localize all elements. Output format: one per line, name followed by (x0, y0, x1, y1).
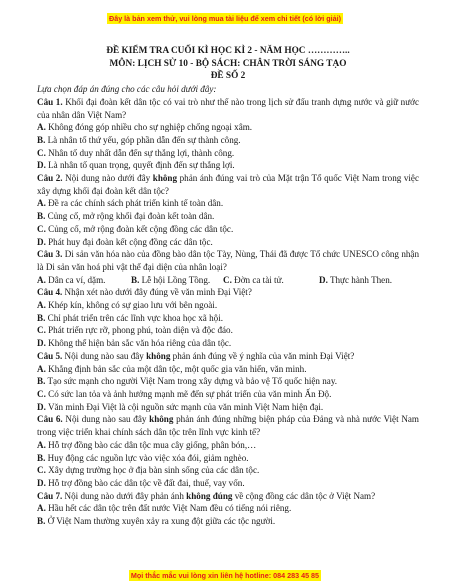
answer-d (37, 477, 419, 490)
answer-c (37, 464, 419, 477)
preview-banner-text: Đây là bản xem thử, vui lòng mua tài liệu để xem chi tiết (có lời giải) (109, 14, 341, 23)
answer-letter: A. (37, 198, 46, 209)
answer-c (223, 274, 319, 287)
answer-text: Phát triển rực rỡ, phong phú, toàn diện và độc đáo. (48, 325, 233, 336)
question-label: Câu 3. (37, 249, 63, 260)
answer-letter: B. (37, 134, 46, 145)
answer-letter: C. (37, 147, 46, 158)
answer-letter: B. (37, 312, 46, 323)
answer-text: Phát huy đại đoàn kết cộng đồng các dân tộc. (48, 236, 213, 247)
answer-text: Xây dựng trường học ở địa bàn sinh sống của các dân tộc. (48, 465, 260, 476)
answer-text: Là nhân tố thứ yếu, góp phần dẫn đến sự thành công. (47, 134, 241, 145)
answer-text: Dân ca ví, dặm. (48, 274, 106, 285)
question-label: Câu 1. (37, 96, 63, 107)
answer-b (37, 515, 419, 528)
answer-letter: B. (37, 452, 46, 463)
answer-text: Có sức lan tỏa và ảnh hưởng mạnh mẽ đến sự phát triển của văn minh Ấn Độ. (48, 388, 332, 399)
answer-letter: D. (37, 338, 46, 349)
answer-letter: D. (37, 477, 46, 488)
answer-text: Hỗ trợ đồng bào các dân tộc mua cây giống, phân bón,… (48, 439, 257, 450)
answer-text: Đề ra các chính sách phát triển kinh tế toàn dân. (48, 198, 224, 209)
question-text: Khối đại đoàn kết dân tộc có vai trò như thế nào trong lịch sử đấu tranh dựng nước và giữ nước của nhân dân Việt Nam? (37, 96, 419, 120)
answer-letter: C. (37, 388, 46, 399)
question-5 (37, 350, 419, 363)
answer-text: Là nhân tố quan trọng, quyết định đến sự thắng lợi. (48, 160, 235, 171)
answer-letter: A. (37, 363, 46, 374)
answer-c (37, 388, 419, 401)
answer-row (37, 274, 419, 287)
hotline-banner (0, 565, 450, 583)
question-text: Nội dung nào dưới đây (62, 173, 153, 184)
preview-banner (0, 8, 450, 26)
answer-letter: A. (37, 439, 46, 450)
answer-a (37, 299, 419, 312)
answer-c (37, 324, 419, 337)
answer-d (37, 159, 419, 172)
answer-a (37, 274, 131, 287)
answer-b (37, 134, 419, 147)
question-text: phản ánh đúng những biện pháp của Đảng và nhà nước Việt Nam trong việc triển khai chính sách dân tộc trên lĩnh vực kinh tế? (37, 414, 419, 438)
answer-a (37, 197, 419, 210)
answer-d (37, 401, 419, 414)
answer-text: Hỗ trợ đồng bào các dân tộc về đất đai, thuế, vay vốn. (48, 477, 245, 488)
answer-letter: D. (319, 274, 328, 285)
answer-text: Huy động các nguồn lực vào việc xóa đói, giảm nghèo. (47, 452, 249, 463)
question-text: về cộng đồng các dân tộc ở Việt Nam? (232, 490, 376, 501)
answer-a (37, 502, 419, 515)
question-text: Nội dung nào sau đây (62, 350, 147, 361)
answer-b (37, 452, 419, 465)
instruction: Lựa chọn đáp án đúng cho các câu hỏi dưới đây: (37, 84, 217, 95)
answer-text: Hầu hết các dân tộc trên đất nước Việt Nam đều có tiếng nói riêng. (48, 503, 292, 514)
question-label: Câu 2. (37, 173, 63, 184)
answer-letter: D. (37, 160, 46, 171)
question-text: Nhận xét nào dưới đây đúng về văn minh Đại Việt? (62, 287, 252, 298)
answer-a (37, 121, 419, 134)
question-text: Nội dung nào sau đây (62, 414, 150, 425)
exam-content (37, 45, 419, 528)
answer-text: Tạo sức mạnh cho người Việt Nam trong xây dựng và bảo vệ Tổ quốc hiện nay. (47, 376, 338, 387)
answer-text: Không đóng góp nhiều cho sự nghiệp chống ngoại xâm. (48, 122, 253, 133)
answer-text: Khẳng định bản sắc của một dân tộc, một quốc gia văn hiến, văn minh. (48, 363, 307, 374)
answer-text: Thực hành Then. (329, 274, 393, 285)
answer-c (37, 147, 419, 160)
answer-c (37, 223, 419, 236)
answer-letter: B. (131, 274, 140, 285)
question-text: Di sản văn hóa nào của đồng bào dân tộc Tày, Nùng, Thái đã được Tổ chức UNESCO công nhận là Di sản văn hoá phi vật thể đại diện của nhân loại? (37, 249, 420, 272)
question-text: phản ánh đúng vai trò của Mặt trận Tổ quốc Việt Nam trong việc xây dựng khối đại đoàn kết dân tộc? (37, 173, 419, 196)
answer-letter: C. (223, 274, 232, 285)
question-text: phản ánh đúng về ý nghĩa của văn minh Đại Việt? (170, 350, 355, 361)
answer-letter: D. (37, 401, 46, 412)
answer-text: Lễ hội Lồng Tồng. (141, 274, 211, 285)
answer-text: Củng cố, mở rộng khối đại đoàn kết toàn dân. (47, 211, 215, 222)
answer-letter: A. (37, 274, 46, 285)
answer-letter: B. (37, 211, 46, 222)
answer-letter: A. (37, 122, 46, 133)
question-emphasis: không (149, 414, 174, 425)
question-4 (37, 286, 419, 299)
answer-d (319, 274, 419, 287)
hotline-banner-text: Mọi thắc mắc vui lòng xin liên hệ hotline: 084 283 45 85 (130, 571, 320, 580)
question-2 (37, 172, 419, 197)
answer-text: Không thể hiện bản sắc văn hóa riêng của dân tộc. (48, 338, 232, 349)
question-emphasis: không đúng (186, 490, 233, 501)
answer-letter: D. (37, 236, 46, 247)
answer-text: Chỉ phát triển trên các lĩnh vực khoa học xã hội. (47, 312, 224, 323)
exam-subject: MÔN: LỊCH SỬ 10 - BỘ SÁCH: CHÂN TRỜI SÁNG TẠO (109, 58, 347, 69)
answer-b (37, 210, 419, 223)
answer-text: Khép kín, không có sự giao lưu với bên ngoài. (48, 300, 218, 311)
question-label: Câu 6. (37, 414, 63, 425)
answer-letter: C. (37, 325, 46, 336)
answer-letter: C. (37, 465, 46, 476)
question-1 (37, 96, 419, 121)
answer-letter: B. (37, 376, 46, 387)
question-label: Câu 7. (37, 490, 63, 501)
question-label: Câu 5. (37, 350, 63, 361)
answer-a (37, 439, 419, 452)
answer-letter: A. (37, 503, 46, 514)
exam-title: ĐỀ KIỂM TRA CUỐI KÌ HỌC KÌ 2 - NĂM HỌC ………….. (106, 46, 350, 56)
exam-number: ĐỀ SỐ 2 (210, 71, 246, 82)
question-7 (37, 490, 419, 503)
answer-letter: A. (37, 300, 46, 311)
answer-a (37, 363, 419, 376)
answer-text: Đờn ca tài tử. (234, 274, 284, 285)
answer-text: Củng cố, mở rộng đoàn kết cộng đồng các dân tộc. (48, 223, 234, 234)
question-label: Câu 4. (37, 287, 63, 298)
question-6 (37, 413, 419, 438)
answer-text: Nhân tố duy nhất dẫn đến sự thắng lợi, thành công. (48, 147, 235, 158)
question-text: Nội dung nào dưới đây phản ánh (62, 490, 187, 501)
answer-b (131, 274, 223, 287)
answer-letter: C. (37, 223, 46, 234)
answer-b (37, 375, 419, 388)
question-3 (37, 248, 419, 273)
question-emphasis: không (152, 173, 178, 184)
answer-d (37, 236, 419, 249)
answer-d (37, 337, 419, 350)
answer-b (37, 312, 419, 325)
answer-text: Văn minh Đại Việt là cội nguồn sức mạnh của văn minh Việt Nam hiện đại. (47, 401, 324, 412)
answer-text: Ở Việt Nam thường xuyên xảy ra xung đột giữa các tộc người. (47, 516, 276, 527)
question-emphasis: không (146, 350, 171, 361)
answer-letter: B. (37, 516, 46, 527)
